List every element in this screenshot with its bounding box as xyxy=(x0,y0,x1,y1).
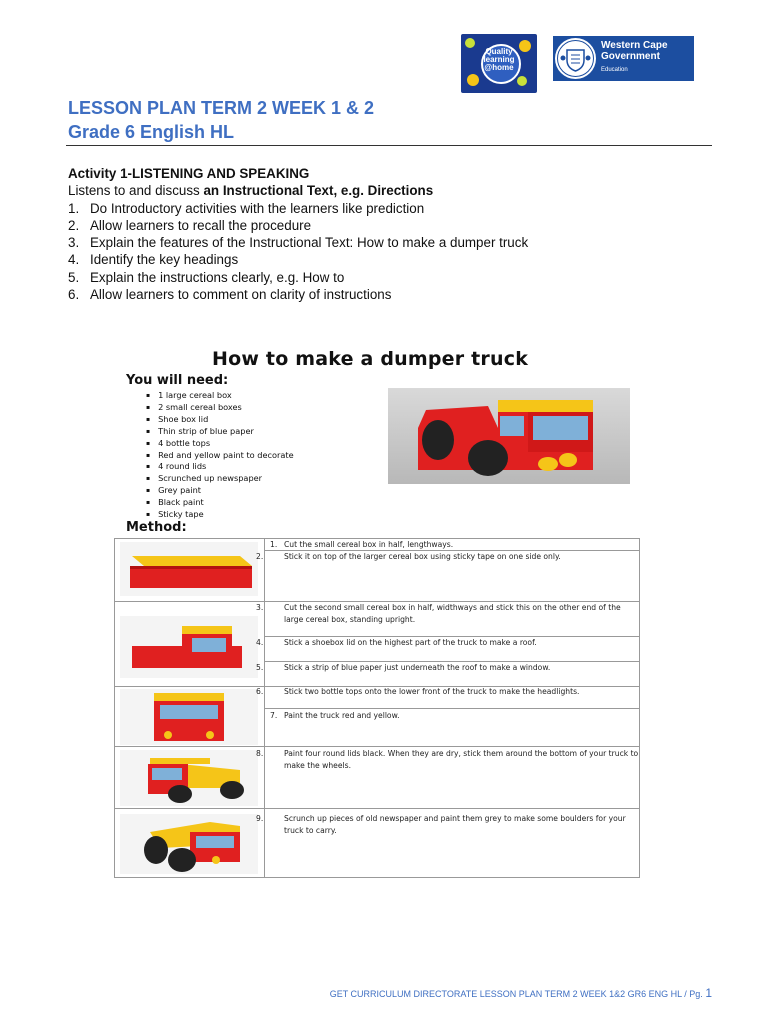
activity-steps xyxy=(68,200,708,304)
method-heading: Method: xyxy=(126,520,187,535)
step-number: 2. xyxy=(68,217,80,233)
step-number: 3. xyxy=(68,235,80,251)
step-number: 4. xyxy=(68,252,80,268)
activity-heading: Activity 1-LISTENING AND SPEAKING xyxy=(68,166,310,181)
step-text: Explain the instructions clearly, e.g. How to xyxy=(90,269,345,285)
method-step: 1. Cut the small cereal box in half, lengthways. xyxy=(270,540,454,549)
dumper-truck-worksheet xyxy=(112,346,642,878)
list-item xyxy=(68,200,708,217)
page-title: LESSON PLAN TERM 2 WEEK 1 & 2 xyxy=(68,98,375,118)
wcg-line2: Government xyxy=(601,51,660,62)
list-item: ▪ 2 small cereal boxes xyxy=(146,402,294,414)
activity-intro-bold: an Instructional Text, e.g. Directions xyxy=(203,183,434,199)
crest-icon xyxy=(555,38,596,79)
activity-intro-plain: Listens to and discuss xyxy=(68,183,204,199)
list-item xyxy=(68,217,708,234)
step-image-4 xyxy=(120,750,258,806)
list-item: ▪ Sticky tape xyxy=(146,509,294,521)
page-subtitle: Grade 6 English HL xyxy=(68,122,235,142)
step-image-5 xyxy=(120,814,258,874)
method-step: 7. Paint the truck red and yellow. xyxy=(270,711,400,720)
quality-line3: @home xyxy=(484,63,514,72)
step-text: Do Introductory activities with the learners like prediction xyxy=(90,200,425,216)
list-item: ▪ 1 large cereal box xyxy=(146,390,294,402)
step-number: 1. xyxy=(68,200,80,216)
list-item: ▪ Scrunched up newspaper xyxy=(146,473,294,485)
method-step: 3. Cut the second small cereal box in half, widthways and stick this on the other end of the large cereal box, standing upright. xyxy=(256,603,621,624)
method-step: 2. Stick it on top of the larger cereal box using sticky tape on one side only. xyxy=(256,552,561,561)
finished-truck-photo xyxy=(388,388,630,484)
list-item: ▪ 4 round lids xyxy=(146,461,294,473)
wcg-line1: Western Cape xyxy=(601,40,668,51)
step-image-2 xyxy=(120,616,258,678)
worksheet-title: How to make a dumper truck xyxy=(212,348,529,370)
materials-list xyxy=(146,390,294,521)
step-text: Explain the features of the Instructional Text: How to make a dumper truck xyxy=(90,235,529,251)
activity-section xyxy=(68,165,708,303)
list-item: ▪ Shoe box lid xyxy=(146,414,294,426)
quality-line1: Quality xyxy=(485,47,513,56)
list-item xyxy=(68,234,708,251)
page-number: 1 xyxy=(705,986,712,1000)
list-item xyxy=(68,269,708,286)
quality-learning-logo xyxy=(461,34,537,93)
list-item: ▪ 4 bottle tops xyxy=(146,438,294,450)
step-image-3 xyxy=(120,689,258,745)
materials-heading: You will need: xyxy=(126,373,229,388)
quality-line2: learning xyxy=(483,55,515,64)
step-text: Allow learners to comment on clarity of instructions xyxy=(90,287,392,303)
list-item: ▪ Red and yellow paint to decorate xyxy=(146,450,294,462)
header-divider xyxy=(66,145,712,146)
step-image-1 xyxy=(120,542,258,596)
activity-intro xyxy=(68,182,708,199)
method-step: 4. Stick a shoebox lid on the highest part of the truck to make a roof. xyxy=(256,638,537,647)
method-step: 8. Paint four round lids black. When they are dry, stick them around the bottom of your truck to make the wheels. xyxy=(256,749,639,770)
step-text: Allow learners to recall the procedure xyxy=(90,217,312,233)
list-item: ▪ Thin strip of blue paper xyxy=(146,426,294,438)
step-text: Identify the key headings xyxy=(90,252,239,268)
step-number: 5. xyxy=(68,269,80,285)
page-footer xyxy=(330,986,712,1000)
list-item: ▪ Black paint xyxy=(146,497,294,509)
list-item xyxy=(68,251,708,268)
list-item xyxy=(68,286,708,303)
western-cape-government-logo xyxy=(553,36,694,81)
list-item: ▪ Grey paint xyxy=(146,485,294,497)
wcg-line3: Education xyxy=(601,67,628,73)
footer-text: GET CURRICULUM DIRECTORATE LESSON PLAN TERM 2 WEEK 1&2 GR6 ENG HL / Pg. xyxy=(329,989,706,999)
step-number: 6. xyxy=(68,287,80,303)
method-step: 5. Stick a strip of blue paper just underneath the roof to make a window. xyxy=(256,663,551,672)
method-step: 9. Scrunch up pieces of old newspaper and paint them grey to make some boulders for your truck to carry. xyxy=(256,814,626,835)
method-step: 6. Stick two bottle tops onto the lower front of the truck to make the headlights. xyxy=(256,687,580,696)
